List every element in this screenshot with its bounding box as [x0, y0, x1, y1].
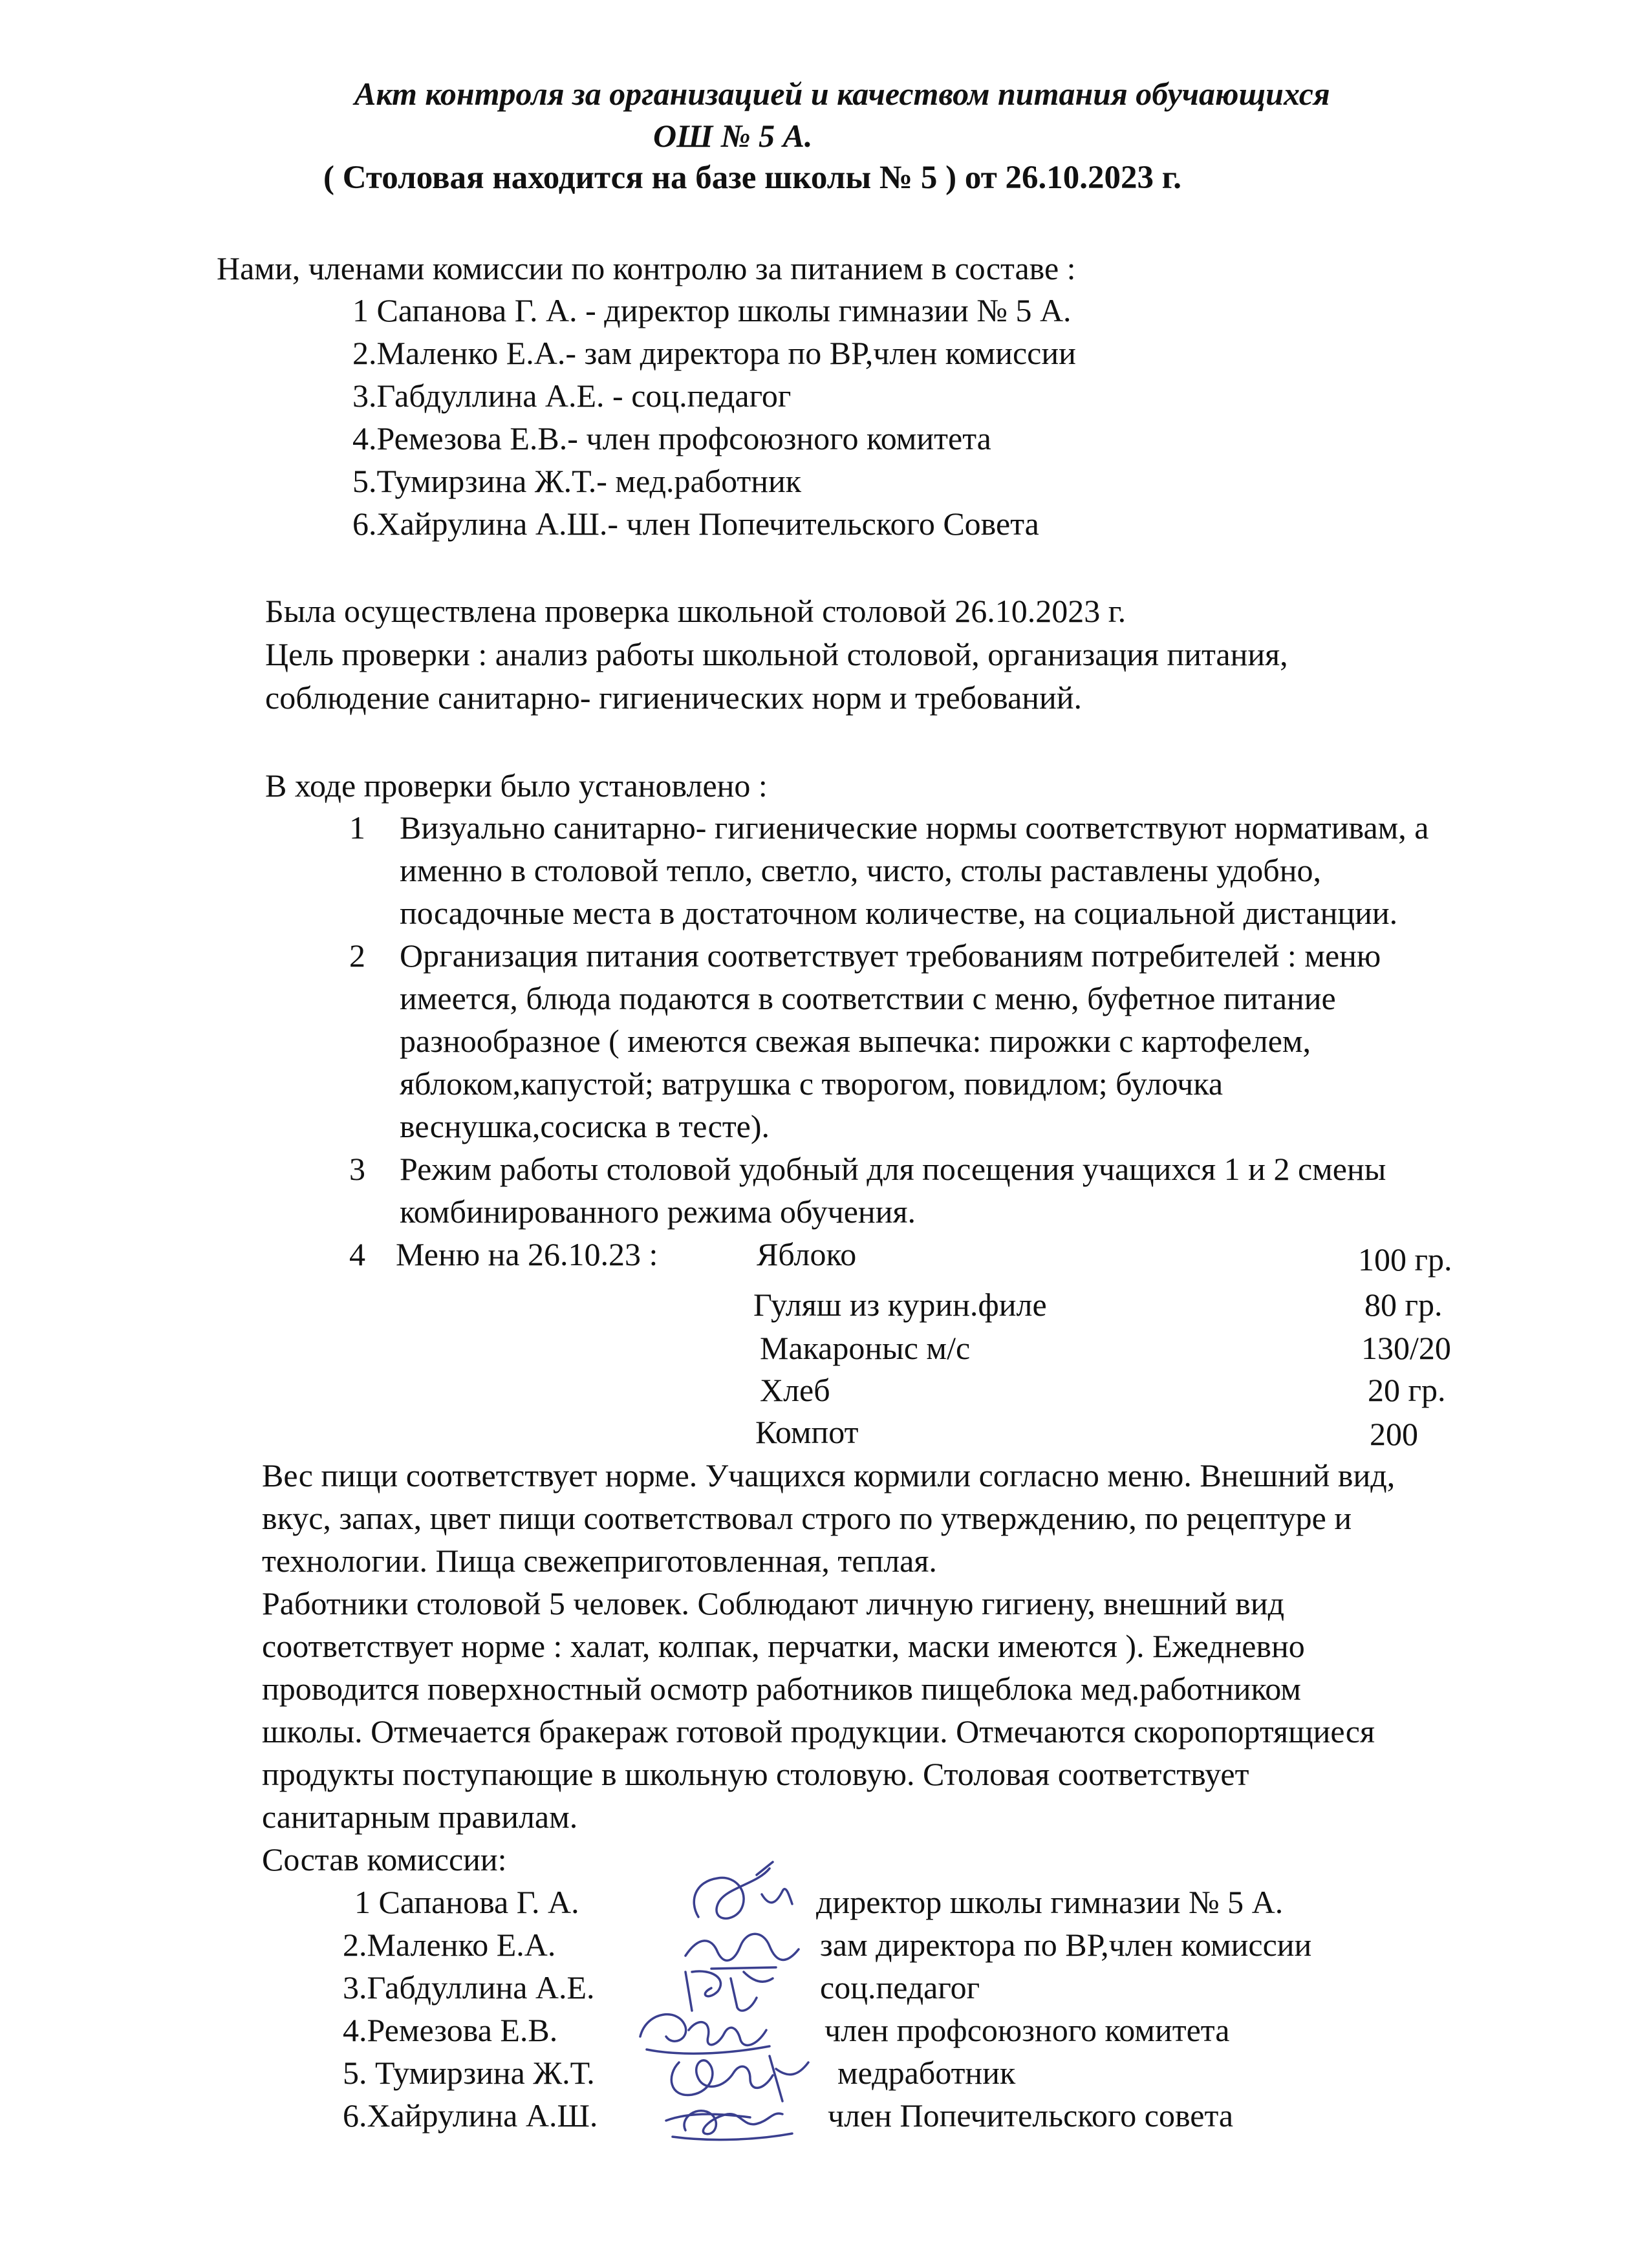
- finding-line: именно в столовой тепло, светло, чисто, столы раставлены удобно,: [400, 852, 1321, 888]
- signatory-role: директор школы гимназии № 5 А.: [816, 1884, 1284, 1920]
- finding-number: 2: [349, 937, 365, 974]
- signatory-name: 5. Тумирзина Ж.Т.: [343, 2055, 595, 2091]
- menu-item-name: Макароныс м/с: [760, 1330, 971, 1366]
- member-line: 4.Ремезова Е.В.- член профсоюзного комитета: [352, 420, 991, 456]
- conclusion-line: вкус, запах, цвет пищи соответствовал строго по утверждению, по рецептуре и: [262, 1500, 1352, 1536]
- finding-number: 3: [349, 1151, 365, 1187]
- findings-intro: В ходе проверки было установлено :: [265, 767, 768, 804]
- document-title-line-3: ( Столовая находится на базе школы № 5 ) от 26.10.2023 г.: [323, 160, 1181, 196]
- signatory-name: 6.Хайрулина А.Ш.: [343, 2097, 598, 2134]
- conclusion-line: Работники столовой 5 человек. Соблюдают личную гигиену, внешний вид: [262, 1585, 1285, 1621]
- member-line: 5.Тумирзина Ж.Т.- мед.работник: [352, 463, 802, 499]
- intro-text: Нами, членами комиссии по контролю за питанием в составе :: [217, 250, 1076, 286]
- document-title-line-2: ОШ № 5 А.: [653, 118, 813, 154]
- menu-item-name: Компот: [755, 1414, 859, 1450]
- signatory-name: 2.Маленко Е.А.: [343, 1927, 556, 1963]
- menu-item-amount: 200: [1370, 1416, 1418, 1452]
- conclusion-line: продукты поступающие в школьную столовую. Столовая соответствует: [262, 1756, 1249, 1792]
- handwritten-signature: [653, 2091, 802, 2150]
- menu-item-name: Хлеб: [760, 1372, 830, 1408]
- menu-item-name: Гуляш из курин.филе: [753, 1287, 1047, 1323]
- conclusion-line: соответствует норме : халат, колпак, перчатки, маски имеются ). Ежедневно: [262, 1628, 1305, 1664]
- finding-line: комбинированного режима обучения.: [400, 1193, 916, 1230]
- conclusion-line: Вес пищи соответствует норме. Учащихся кормили согласно меню. Внешний вид,: [262, 1457, 1396, 1493]
- menu-item-amount: 80 гр.: [1364, 1287, 1443, 1323]
- finding-line: веснушка,сосиска в тесте).: [400, 1108, 770, 1144]
- signatory-name: 1 Сапанова Г. А.: [354, 1884, 579, 1920]
- member-line: 2.Маленко Е.А.- зам директора по ВР,член комиссии: [352, 335, 1076, 371]
- signatory-name: 3.Габдуллина А.Е.: [343, 1969, 595, 2006]
- signatory-role: соц.педагог: [820, 1969, 980, 2006]
- check-line: Была осуществлена проверка школьной столовой 26.10.2023 г.: [265, 593, 1126, 629]
- signatory-role: зам директора по ВР,член комиссии: [820, 1927, 1312, 1963]
- finding-line: имеется, блюда подаются в соответствии с меню, буфетное питание: [400, 980, 1336, 1016]
- menu-label: Меню на 26.10.23 :: [396, 1236, 658, 1272]
- signatory-role: член профсоюзного комитета: [824, 2012, 1230, 2048]
- finding-line: посадочные места в достаточном количестве, на социальной дистанции.: [400, 895, 1398, 931]
- conclusion-line: санитарным правилам.: [262, 1799, 578, 1835]
- finding-line: разнообразное ( имеются свежая выпечка: пирожки с картофелем,: [400, 1023, 1311, 1059]
- finding-line: Организация питания соответствует требованиям потребителей : меню: [400, 937, 1381, 974]
- menu-item-amount: 20 гр.: [1368, 1372, 1446, 1408]
- finding-number: 1: [349, 809, 365, 846]
- signatory-role: член Попечительского совета: [828, 2097, 1234, 2134]
- conclusion-line: технологии. Пища свежеприготовленная, теплая.: [262, 1543, 937, 1579]
- member-line: 1 Сапанова Г. А. - директор школы гимназии № 5 А.: [352, 292, 1072, 328]
- finding-line: яблоком,капустой; ватрушка с творогом, повидлом; булочка: [400, 1065, 1223, 1102]
- menu-item-name: Яблоко: [757, 1236, 857, 1272]
- check-line: Цель проверки : анализ работы школьной столовой, организация питания,: [265, 636, 1288, 672]
- conclusion-line: проводится поверхностный осмотр работников пищеблока мед.работником: [262, 1671, 1301, 1707]
- document-title-line-1: Акт контроля за организацией и качеством питания обучающихся: [354, 76, 1330, 112]
- signatures-heading: Состав комиссии:: [262, 1841, 507, 1878]
- menu-item-amount: 130/20: [1361, 1330, 1451, 1366]
- check-line: соблюдение санитарно- гигиенических норм и требований.: [265, 679, 1083, 716]
- conclusion-line: школы. Отмечается бракераж готовой продукции. Отмечаются скоропортящиеся: [262, 1713, 1375, 1749]
- finding-number: 4: [349, 1236, 365, 1272]
- menu-item-amount: 100 гр.: [1358, 1241, 1452, 1278]
- finding-line: Визуально санитарно- гигиенические нормы соответствуют нормативам, а: [400, 809, 1429, 846]
- signatory-name: 4.Ремезова Е.В.: [343, 2012, 558, 2048]
- member-line: 6.Хайрулина А.Ш.- член Попечительского Совета: [352, 506, 1039, 542]
- signatory-role: медработник: [837, 2055, 1016, 2091]
- finding-line: Режим работы столовой удобный для посещения учащихся 1 и 2 смены: [400, 1151, 1386, 1187]
- member-line: 3.Габдуллина А.Е. - соц.педагог: [352, 378, 792, 414]
